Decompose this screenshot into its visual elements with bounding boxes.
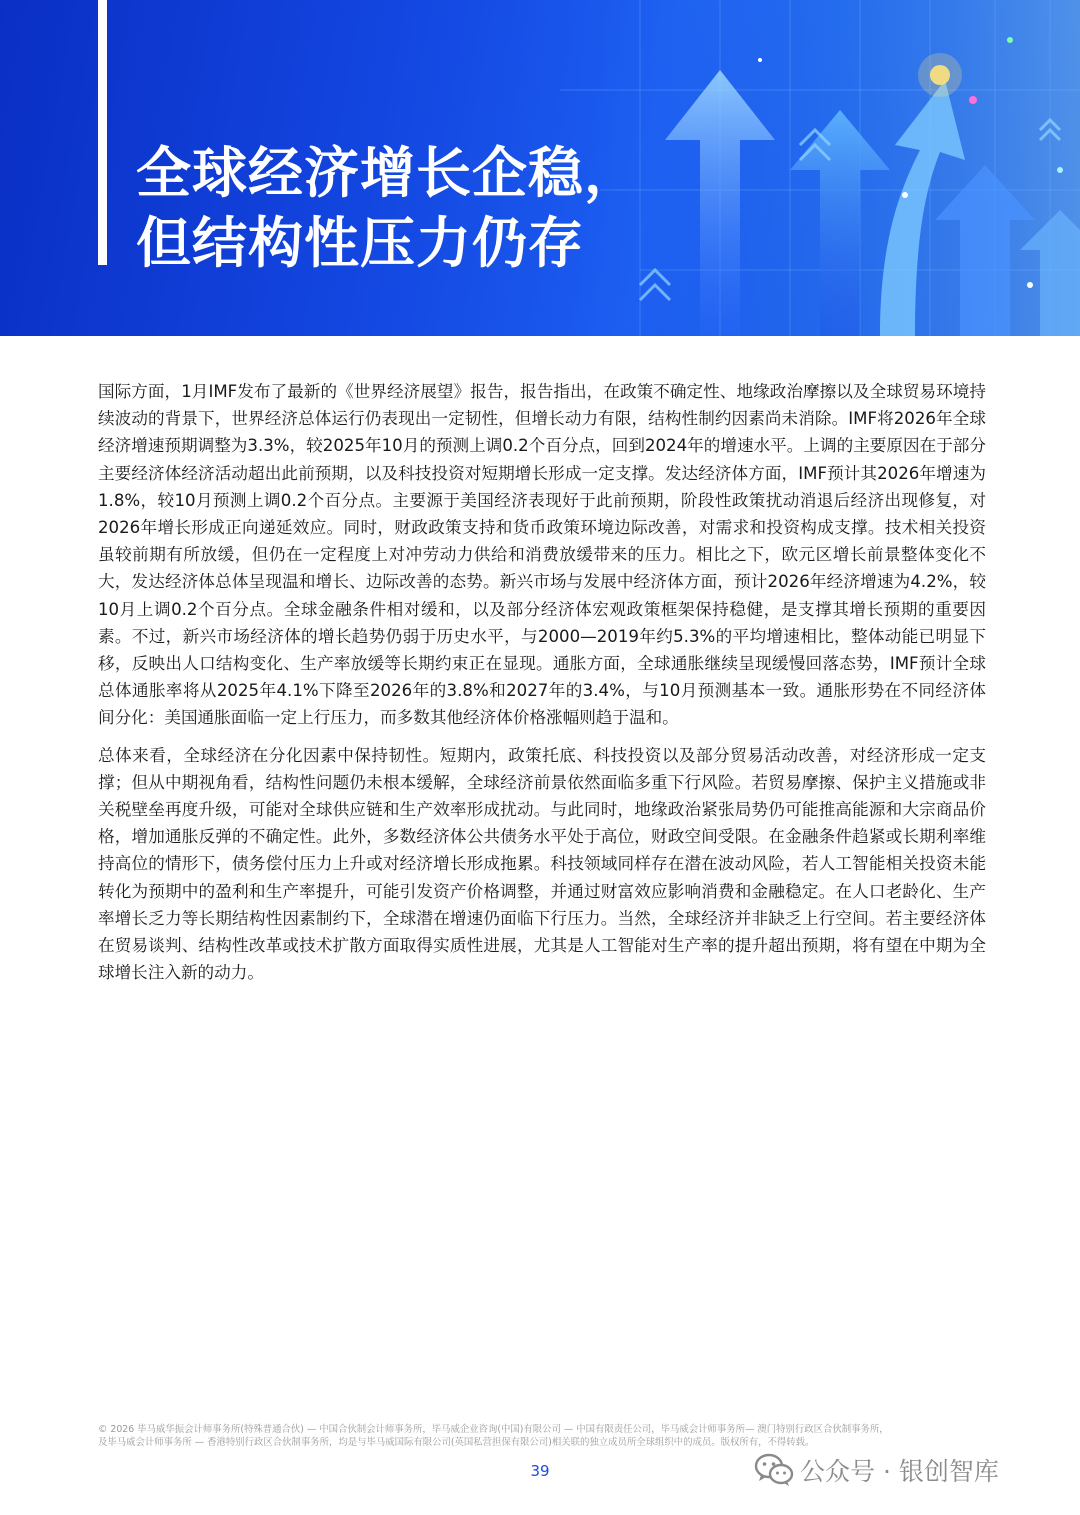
watermark-text: 公众号 · 银创智库 — [800, 1457, 999, 1486]
wechat-watermark — [754, 1450, 999, 1490]
title-line-2: 但结构性压力仍存 — [136, 211, 585, 275]
copyright-notice — [98, 1423, 988, 1449]
page-number: 39 — [530, 1462, 550, 1480]
copyright-line-1: © 2026 毕马威华振会计师事务所(特殊普通合伙) — 中国合伙制会计师事务所，毕马威企业咨询(中国)有限公司 — 中国有限责任公司，毕马威会计师事务所— 澳门特别行政区合伙制事务所， — [98, 1424, 889, 1435]
title-accent-bar — [98, 0, 107, 265]
wechat-icon — [754, 1453, 794, 1487]
page-title — [136, 138, 640, 278]
paragraph-1: 国际方面，1月IMF发布了最新的《世界经济展望》报告，报告指出，在政策不确定性、地缘政治摩擦以及全球贸易环境持续波动的背景下，世界经济总体运行仍表现出一定韧性，但增长动力有限，结构性制约因素尚未消除。IMF将2026年全球经济增速预期调整为3.3%，较2025年10月的预测上调0.2个百分点，回到2024年的增速水平。上调的主要原因在于部分主要经济体经济活动超出此前预期，以及科技投资对短期增长形成一定支撑。发达经济体方面，IMF预计其2026年增速为1.8%，较10月预测上调0.2个百分点。主要源于美国经济表现好于此前预期，阶段性政策扰动消退后经济出现修复，对2026年增长形成正向递延效应。同时，财政政策支持和货币政策环境边际改善，对需求和投资构成支撑。技术相关投资虽较前期有所放缓，但仍在一定程度上对冲劳动力供给和消费放缓带来的压力。相比之下，欧元区增长前景整体变化不大，发达经济体总体呈现温和增长、边际改善的态势。新兴市场与发展中经济体方面，预计2026年经济增速为4.2%，较10月上调0.2个百分点。全球金融条件相对缓和，以及部分经济体宏观政策框架保持稳健，是支撑其增长预期的重要因素。不过，新兴市场经济体的增长趋势仍弱于历史水平，与2000—2019年约5.3%的平均增速相比，整体动能已明显下移，反映出人口结构变化、生产率放缓等长期约束正在显现。通胀方面，全球通胀继续呈现缓慢回落态势，IMF预计全球总体通胀率将从2025年4.1%下降至2026年的3.8%和2027年的3.4%，与10月预测基本一致。通胀形势在不同经济体间分化：美国通胀面临一定上行压力，而多数其他经济体价格涨幅则趋于温和。 — [98, 382, 986, 728]
header-banner — [0, 0, 1080, 336]
paragraph-2: 总体来看，全球经济在分化因素中保持韧性。短期内，政策托底、科技投资以及部分贸易活动改善，对经济形成一定支撑；但从中期视角看，结构性问题仍未根本缓解，全球经济前景依然面临多重下行风险。若贸易摩擦、保护主义措施或非关税壁垒再度升级，可能对全球供应链和生产效率形成扰动。与此同时，地缘政治紧张局势仍可能推高能源和大宗商品价格，增加通胀反弹的不确定性。此外，多数经济体公共债务水平处于高位，财政空间受限。在金融条件趋紧或长期利率维持高位的情形下，债务偿付压力上升或对经济增长形成拖累。科技领域同样存在潜在波动风险，若人工智能相关投资未能转化为预期中的盈利和生产率提升，可能引发资产价格调整，并通过财富效应影响消费和金融稳定。在人口老龄化、生产率增长乏力等长期结构性因素制约下，全球潜在增速仍面临下行压力。当然，全球经济并非缺乏上行空间。若主要经济体在贸易谈判、结构性改革或技术扩散方面取得实质性进展，尤其是人工智能对生产率的提升超出预期，将有望在中期为全球增长注入新的动力。 — [98, 745, 986, 983]
title-line-1: 全球经济增长企稳， — [136, 141, 641, 205]
article-body — [98, 378, 986, 996]
copyright-line-2: 及毕马威会计师事务所 — 香港特别行政区合伙制事务所，均是与毕马威国际有限公司(英国私营担保有限公司)相关联的独立成员所全球组织中的成员。版权所有，不得转载。 — [98, 1437, 815, 1448]
